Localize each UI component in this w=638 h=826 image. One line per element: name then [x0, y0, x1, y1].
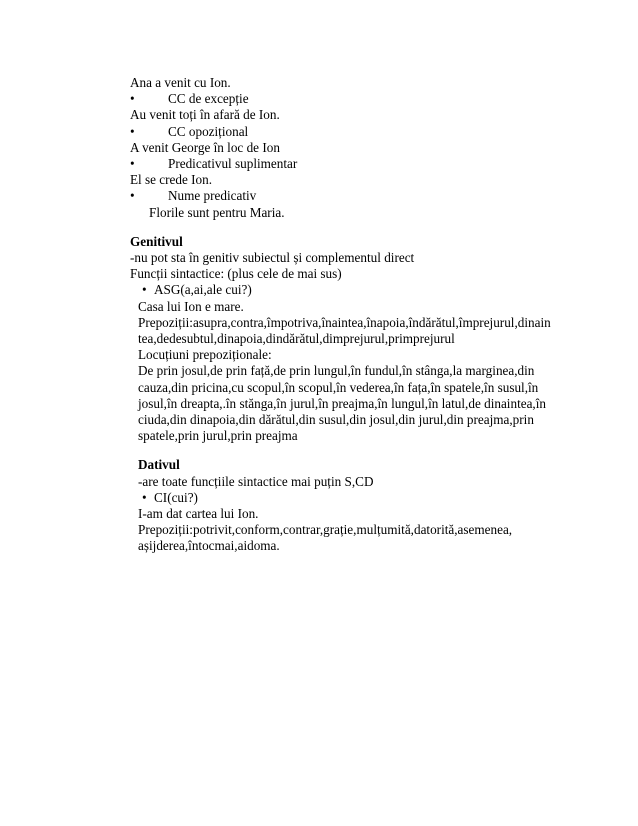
- text-line: josul,în dreapta,.în stănga,în jurul,în preajma,în lungul,în latul,de dinaintea,în: [138, 395, 546, 411]
- document-page: [130, 75, 550, 555]
- bullet-text: Predicativul suplimentar: [168, 156, 298, 172]
- text-line: Prepoziții:asupra,contra,împotriva,înaintea,înapoia,îndărătul,împrejurul,dinain: [138, 314, 551, 330]
- section-title-dativ: Dativul: [138, 457, 180, 473]
- text-line: Prepoziții:potrivit,conform,contrar,grație,mulțumită,datorită,asemenea,: [138, 522, 513, 538]
- text-line: Casa lui Ion e mare.: [138, 298, 244, 314]
- text-line: Ana a venit cu Ion.: [130, 75, 231, 90]
- bullet-text: ASG(a,ai,ale cui?): [154, 282, 252, 298]
- text-line: Locuțiuni prepoziționale:: [138, 347, 272, 363]
- text-line: I-am dat cartea lui Ion.: [138, 506, 259, 522]
- section-title-genitiv: Genitivul: [130, 233, 183, 249]
- bullet-item: [138, 282, 550, 298]
- text-line: Florile sunt pentru Maria.: [149, 204, 285, 220]
- text-line: Au venit toți în afară de Ion.: [130, 107, 280, 123]
- bullet-item: [138, 490, 550, 506]
- text-line: -are toate funcțiile sintactice mai puțin S,CD: [138, 473, 374, 489]
- bullet-text: CI(cui?): [154, 489, 198, 505]
- bullet-text: Nume predicativ: [168, 188, 257, 204]
- genitiv-block: [130, 282, 550, 554]
- bullet-item: [130, 91, 550, 107]
- bullet-item: [130, 124, 550, 140]
- bullet-item: [130, 156, 550, 172]
- bullet-icon: •: [130, 156, 135, 172]
- text-line: spatele,prin jurul,prin preajma: [138, 428, 298, 444]
- bullet-icon: •: [130, 188, 135, 204]
- text-line: ciuda,din dinapoia,din dărătul,din susul,din josul,din jurul,din preajma,prin: [138, 412, 534, 428]
- bullet-icon: •: [130, 123, 135, 139]
- text-line: A venit George în loc de Ion: [130, 139, 280, 155]
- text-line: -nu pot sta în genitiv subiectul și complementul direct: [130, 250, 415, 266]
- bullet-icon: •: [142, 489, 147, 505]
- text-line: tea,dedesubtul,dinapoia,dindărătul,dimprejurul,primprejurul: [138, 331, 455, 347]
- bullet-item: [130, 188, 550, 204]
- bullet-icon: •: [142, 282, 147, 298]
- text-line: El se crede Ion.: [130, 172, 213, 188]
- text-line: De prin josul,de prin față,de prin lungul,în fundul,în stânga,la marginea,din: [138, 363, 535, 379]
- text-line: Funcții sintactice: (plus cele de mai sus): [130, 266, 342, 282]
- spacer: [138, 444, 550, 457]
- spacer: [130, 221, 550, 234]
- text-line: așijderea,întocmai,aidoma.: [138, 538, 280, 554]
- bullet-icon: •: [130, 91, 135, 107]
- bullet-text: CC opozițional: [168, 123, 249, 139]
- bullet-text: CC de excepție: [168, 91, 249, 107]
- text-line: cauza,din pricina,cu scopul,în scopul,în vederea,în fața,în spatele,în susul,în: [138, 379, 539, 395]
